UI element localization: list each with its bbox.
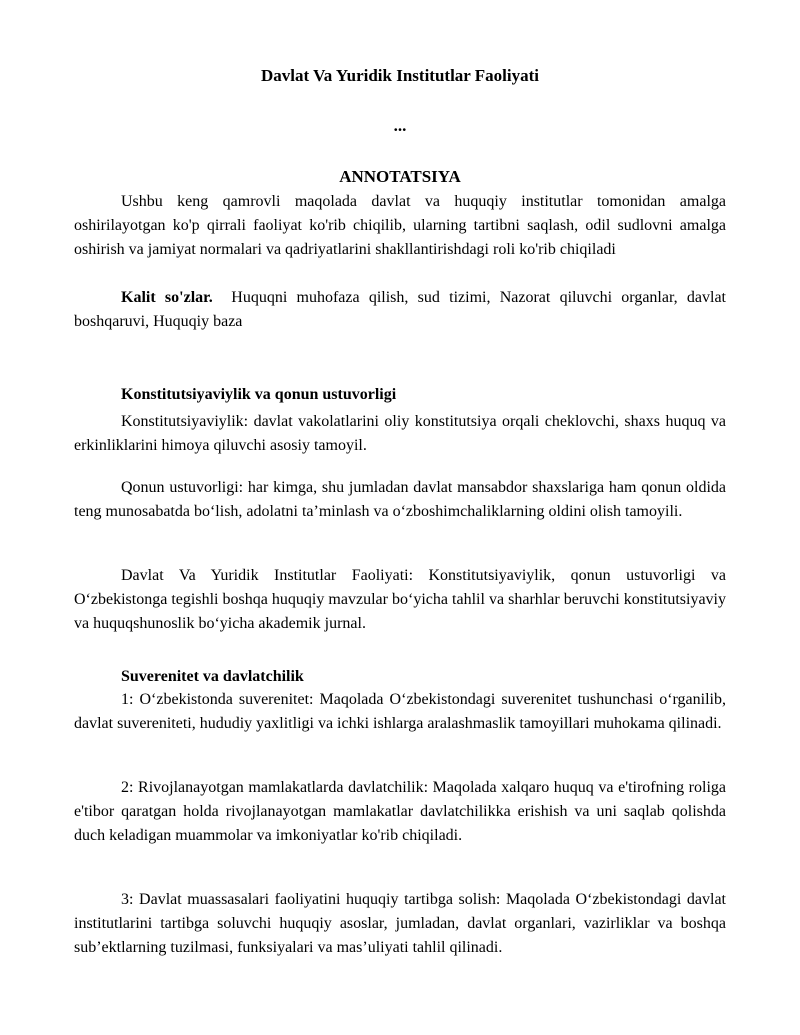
section-paragraph: 3: Davlat muassasalari faoliyatini huquqiy tartibga solish: Maqolada O‘zbekistondagi davlat institutlarini tartibga soluvchi huquqiy asoslar, jumladan, davlat organlari, vazirliklar va boshqa sub’ektlarning tuzilmasi, funksiyalari va mas’uliyati tahlil qilinadi. [74,891,726,956]
section-heading: Suverenitet va davlatchilik [121,668,304,685]
section-paragraph: Konstitutsiyaviylik: davlat vakolatlarini oliy konstitutsiya orqali cheklovchi, shaxs huquq va erkinliklarini himoya qiluvchi asosiy tamoyil. [74,413,726,454]
title-separator: ... [393,116,407,135]
annotation-heading: ANNOTATSIYA [339,167,461,186]
section-paragraph: Qonun ustuvorligi: har kimga, shu jumladan davlat mansabdor shaxslariga ham qonun oldida teng munosabatda bo‘lish, adolatni ta’minlash va o‘zboshimchaliklarning oldini olish tamoyili. [74,479,726,520]
document-title: Davlat Va Yuridik Institutlar Faoliyati [260,66,540,85]
annotation-paragraph: Ushbu keng qamrovli maqolada davlat va huquqiy institutlar tomonidan amalga oshirilayotgan ko'p qirrali faoliyat ko'rib chiqilib, ularning tartibni saqlash, odil sudlovni amalga oshirish va jamiyat normalari va qadriyatlarini shakllantirishdagi roli ko'rib chiqiladi [74,193,726,258]
section-paragraph: 2: Rivojlanayotgan mamlakatlarda davlatchilik: Maqolada xalqaro huquq va e'tirofning roliga e'tibor qaratgan holda rivojlanayotgan mamlakatlar davlatchilikka erishish va uni saqlab qolishda duch keladigan muammolar va imkoniyatlar ko'rib chiqiladi. [74,779,726,844]
keywords-text: Huquqni muhofaza qilish, sud tizimi, Nazorat qiluvchi organlar, davlat boshqaruvi, Huquqiy baza [74,289,726,330]
keywords-label: Kalit so'zlar. [121,289,213,306]
section-heading: Konstitutsiyaviylik va qonun ustuvorligi [121,386,397,403]
section-paragraph: 1: O‘zbekistonda suverenitet: Maqolada O‘zbekistondagi suverenitet tushunchasi o‘rganilib, davlat suvereniteti, hududiy yaxlitligi va ichki ishlarga aralashmaslik tamoyillari muhokama qilinadi. [74,691,726,732]
keywords-paragraph [74,286,726,334]
section-paragraph: Davlat Va Yuridik Institutlar Faoliyati: Konstitutsiyaviylik, qonun ustuvorligi va O‘zbekistonga tegishli boshqa huquqiy mavzular bo‘yicha tahlil va sharhlar beruvchi konstitutsiyaviy va huquqshunoslik bo‘yicha akademik jurnal. [74,567,726,632]
